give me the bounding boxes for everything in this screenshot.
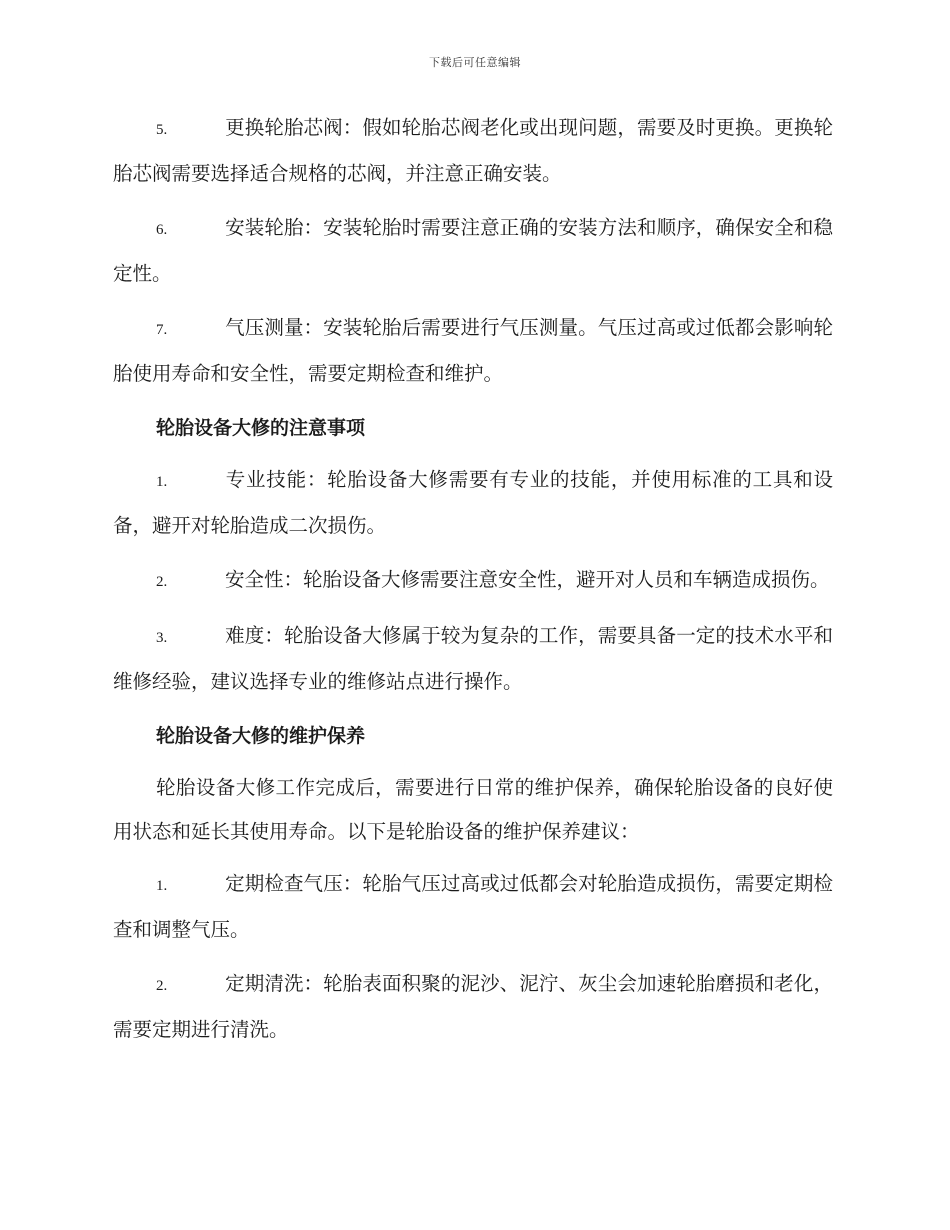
list-item-text: 更换轮胎芯阀：假如轮胎芯阀老化或出现问题，需要及时更换。更换轮胎芯阀需要选择适合规格的芯阀，并注意正确安装。 bbox=[113, 116, 833, 185]
list-item-text: 安装轮胎：安装轮胎时需要注意正确的安装方法和顺序，确保安全和稳定性。 bbox=[113, 216, 833, 285]
section-heading-maintenance: 轮胎设备大修的维护保养 bbox=[156, 725, 366, 747]
list-item-number: 3. bbox=[156, 630, 168, 646]
document-body bbox=[113, 106, 833, 1062]
list-item-number: 7. bbox=[156, 322, 168, 338]
list-item bbox=[113, 614, 833, 704]
list-item-text: 气压测量：安装轮胎后需要进行气压测量。气压过高或过低都会影响轮胎使用寿命和安全性，需要定期检查和维护。 bbox=[113, 316, 833, 385]
page-header: 下载后可任意编辑 bbox=[429, 56, 521, 69]
list-item bbox=[113, 206, 833, 296]
list-item-text: 专业技能：轮胎设备大修需要有专业的技能，并使用标准的工具和设备，避开对轮胎造成二次损伤。 bbox=[113, 468, 833, 537]
list-item-number: 1. bbox=[156, 474, 168, 490]
list-item bbox=[113, 458, 833, 548]
list-item bbox=[113, 558, 833, 604]
list-item-number: 1. bbox=[156, 878, 168, 894]
list-item-number: 5. bbox=[156, 122, 168, 138]
list-item bbox=[113, 306, 833, 396]
list-item-number: 6. bbox=[156, 222, 168, 238]
list-item bbox=[113, 106, 833, 196]
list-item-text: 安全性：轮胎设备大修需要注意安全性，避开对人员和车辆造成损伤。 bbox=[225, 568, 830, 591]
list-item bbox=[113, 862, 833, 952]
section-heading-precautions: 轮胎设备大修的注意事项 bbox=[156, 417, 366, 439]
list-item-text: 定期清洗：轮胎表面积聚的泥沙、泥泞、灰尘会加速轮胎磨损和老化，需要定期进行清洗。 bbox=[113, 972, 833, 1041]
list-item-text: 难度：轮胎设备大修属于较为复杂的工作，需要具备一定的技术水平和维修经验，建议选择专业的维修站点进行操作。 bbox=[113, 624, 833, 693]
list-item-number: 2. bbox=[156, 978, 168, 994]
body-paragraph: 轮胎设备大修工作完成后，需要进行日常的维护保养，确保轮胎设备的良好使用状态和延长其使用寿命。以下是轮胎设备的维护保养建议： bbox=[113, 776, 833, 843]
list-item-text: 定期检查气压：轮胎气压过高或过低都会对轮胎造成损伤，需要定期检查和调整气压。 bbox=[113, 872, 833, 941]
list-item bbox=[113, 962, 833, 1052]
list-item-number: 2. bbox=[156, 574, 168, 590]
